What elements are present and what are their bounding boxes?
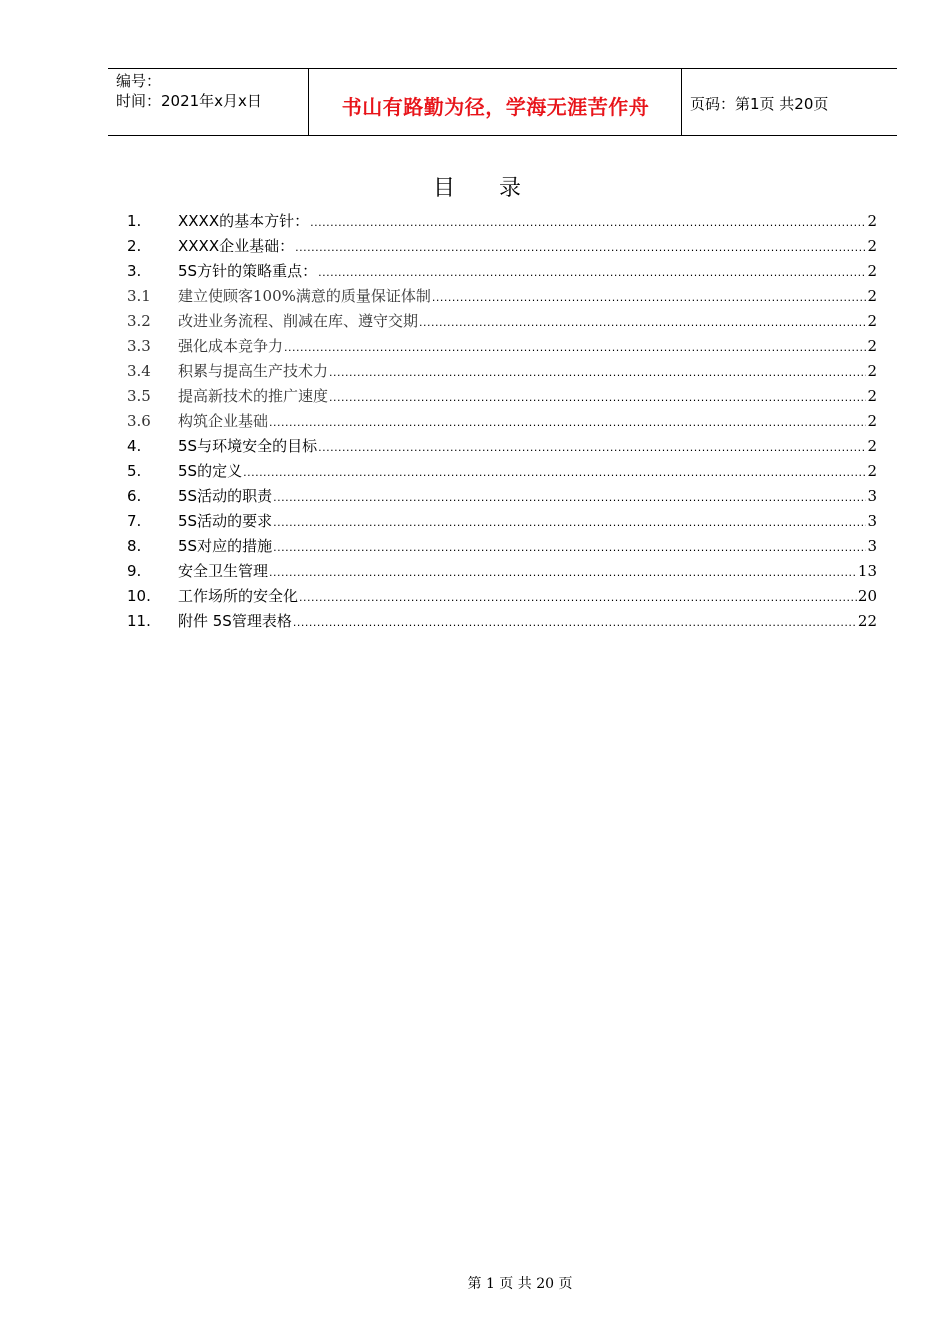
toc-dot-leader: [318, 435, 866, 460]
toc-entry-title: 建立使顾客100%满意的质量保证体制: [178, 287, 431, 305]
toc-dot-leader: [243, 460, 866, 485]
header-motto: 书山有路勤为径，学海无涯苦作舟: [341, 95, 650, 119]
toc-entry-number: 2.: [127, 237, 142, 255]
document-header: [108, 68, 897, 136]
toc-entry-number: 3.2: [127, 312, 151, 330]
toc-entry-number: 9.: [127, 562, 142, 580]
toc-entry-page: 2: [867, 337, 877, 355]
toc-entry-title: 5S的定义: [178, 462, 243, 480]
toc-entry-title: 提高新技术的推广速度: [178, 387, 329, 405]
toc-entry[interactable]: [127, 284, 877, 309]
toc-dot-leader: [273, 485, 866, 510]
toc-entry-number: 6.: [127, 487, 142, 505]
toc-entry-page: 22: [857, 612, 877, 630]
toc-entry-title: 5S活动的要求: [178, 512, 273, 530]
toc-entry-number: 10.: [127, 587, 151, 605]
toc-dot-leader: [295, 235, 866, 260]
toc-entry[interactable]: [127, 359, 877, 384]
toc-dot-leader: [432, 285, 867, 310]
toc-entry-title: 5S对应的措施: [178, 537, 273, 555]
toc-entry-page: 13: [857, 562, 877, 580]
header-meta: [116, 71, 262, 111]
toc-entry-title: 5S与环境安全的目标: [178, 437, 318, 455]
toc-entry-number: 3.4: [127, 362, 151, 380]
toc-entry-title: 积累与提高生产技术力: [178, 362, 329, 380]
toc-entry[interactable]: [127, 259, 877, 284]
toc-entry[interactable]: [127, 609, 877, 634]
toc-entry-title: 强化成本竞争力: [178, 337, 284, 355]
toc-entry-page: 2: [867, 412, 877, 430]
toc-entry[interactable]: [127, 409, 877, 434]
toc-entry-number: 7.: [127, 512, 142, 530]
toc-entry[interactable]: [127, 484, 877, 509]
toc-entry[interactable]: [127, 584, 877, 609]
toc-dot-leader: [273, 535, 866, 560]
toc-dot-leader: [269, 560, 857, 585]
toc-entry-number: 3.5: [127, 387, 151, 405]
toc-entry-number: 1.: [127, 212, 142, 230]
toc-entry-page: 3: [867, 512, 877, 530]
toc-entry-number: 3.1: [127, 287, 151, 305]
toc-entry-page: 2: [867, 262, 877, 280]
toc-entry[interactable]: [127, 209, 877, 234]
toc-entry-title: 工作场所的安全化: [178, 587, 299, 605]
time-label: 时间：2021年x月x日: [116, 92, 262, 110]
toc-entry-number: 3.3: [127, 337, 151, 355]
header-page-label: 页码：第1页 共20页: [690, 95, 829, 113]
toc-dot-leader: [293, 610, 857, 635]
toc-entry[interactable]: [127, 434, 877, 459]
toc-entry-title: 改进业务流程、削减在库、遵守交期: [178, 312, 419, 330]
toc-entry-number: 11.: [127, 612, 151, 630]
toc-dot-leader: [284, 335, 866, 360]
toc-dot-leader: [273, 510, 866, 535]
toc-entry-title: 附件 5S管理表格: [178, 612, 292, 630]
toc-entry[interactable]: [127, 234, 877, 259]
toc-entry-title: 构筑企业基础: [178, 412, 269, 430]
toc-entry-number: 3.6: [127, 412, 151, 430]
toc-entry-number: 8.: [127, 537, 142, 555]
toc-dot-leader: [269, 410, 866, 435]
toc-entry-page: 2: [867, 212, 877, 230]
table-of-contents: [127, 209, 877, 634]
toc-entry-page: 2: [867, 437, 877, 455]
toc-entry-title: 5S活动的职责: [178, 487, 273, 505]
toc-entry[interactable]: [127, 534, 877, 559]
toc-entry-number: 4.: [127, 437, 142, 455]
toc-entry-title: XXXX的基本方针：: [178, 212, 310, 230]
toc-dot-leader: [329, 360, 866, 385]
toc-dot-leader: [318, 260, 866, 285]
toc-entry[interactable]: [127, 384, 877, 409]
toc-dot-leader: [329, 385, 866, 410]
toc-entry-title: 安全卫生管理: [178, 562, 269, 580]
toc-entry-page: 2: [867, 287, 877, 305]
toc-entry-page: 2: [867, 462, 877, 480]
toc-entry[interactable]: [127, 309, 877, 334]
toc-entry[interactable]: [127, 459, 877, 484]
toc-entry-title: XXXX企业基础：: [178, 237, 295, 255]
toc-entry-page: 2: [867, 387, 877, 405]
toc-title: 目录: [432, 176, 565, 201]
toc-entry-title: 5S方针的策略重点：: [178, 262, 318, 280]
toc-entry[interactable]: [127, 559, 877, 584]
toc-entry-number: 5.: [127, 462, 142, 480]
page-footer: 第 1 页 共 20 页: [467, 1276, 573, 1292]
toc-entry-page: 2: [867, 237, 877, 255]
toc-entry-page: 3: [867, 537, 877, 555]
toc-entry[interactable]: [127, 334, 877, 359]
toc-dot-leader: [419, 310, 866, 335]
toc-entry-page: 20: [857, 587, 877, 605]
header-divider: [681, 69, 682, 136]
toc-entry-page: 3: [867, 487, 877, 505]
toc-dot-leader: [310, 210, 866, 235]
toc-dot-leader: [299, 585, 857, 610]
number-label: 编号：: [116, 72, 162, 90]
toc-entry[interactable]: [127, 509, 877, 534]
toc-entry-page: 2: [867, 362, 877, 380]
toc-entry-number: 3.: [127, 262, 142, 280]
toc-entry-page: 2: [867, 312, 877, 330]
